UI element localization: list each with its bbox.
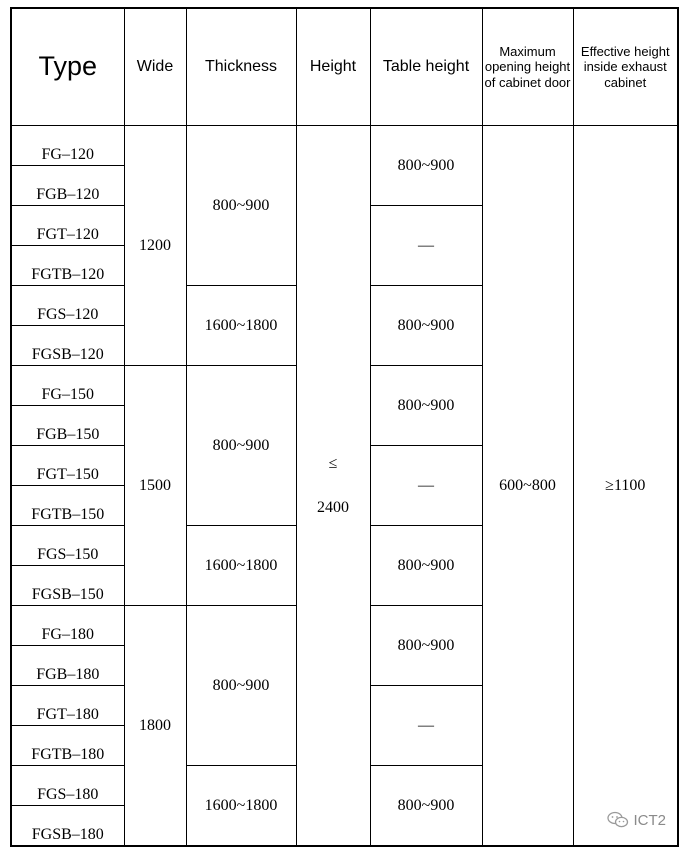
- table-height-cell: 800~900: [370, 606, 482, 686]
- model-type-cell: FGSB–150: [11, 566, 124, 606]
- watermark: [607, 811, 666, 829]
- model-type-cell: FGT–180: [11, 686, 124, 726]
- header-table-height: Table height: [370, 8, 482, 126]
- model-type-cell: FGS–180: [11, 766, 124, 806]
- model-type-cell: FGB–120: [11, 166, 124, 206]
- header-type: Type: [11, 8, 124, 126]
- wide-cell: 1800: [124, 606, 186, 847]
- spec-table: [10, 7, 679, 847]
- model-type-cell: FG–120: [11, 126, 124, 166]
- table-height-cell: 800~900: [370, 766, 482, 847]
- model-type-cell: FGS–120: [11, 286, 124, 326]
- header-max-opening: Maximum opening height of cabinet door: [482, 8, 573, 126]
- header-height: Height: [296, 8, 370, 126]
- thickness-cell: 800~900: [186, 366, 296, 526]
- model-type-cell: FGTB–150: [11, 486, 124, 526]
- model-type-cell: FGS–150: [11, 526, 124, 566]
- model-type-cell: FGTB–180: [11, 726, 124, 766]
- model-type-cell: FGB–180: [11, 646, 124, 686]
- wide-cell: 1200: [124, 126, 186, 366]
- thickness-cell: 1600~1800: [186, 526, 296, 606]
- table-height-cell: 800~900: [370, 126, 482, 206]
- model-type-cell: FGT–120: [11, 206, 124, 246]
- header-thickness: Thickness: [186, 8, 296, 126]
- table-row: [11, 126, 678, 166]
- table-height-cell: 800~900: [370, 526, 482, 606]
- model-type-cell: FGB–150: [11, 406, 124, 446]
- table-height-cell: —: [370, 446, 482, 526]
- max-opening-cell: 600~800: [482, 126, 573, 847]
- model-type-cell: FG–150: [11, 366, 124, 406]
- header-row: [11, 8, 678, 126]
- height-symbol: ≤: [328, 454, 338, 472]
- watermark-text: ICT2: [633, 811, 666, 829]
- table-height-cell: 800~900: [370, 286, 482, 366]
- height-cell: [296, 126, 370, 847]
- table-height-cell: —: [370, 686, 482, 766]
- model-type-cell: FGSB–120: [11, 326, 124, 366]
- header-effective-height: Effective height inside exhaust cabinet: [573, 8, 678, 126]
- table-height-cell: —: [370, 206, 482, 286]
- wide-cell: 1500: [124, 366, 186, 606]
- model-type-cell: FGSB–180: [11, 806, 124, 847]
- wechat-icon: [607, 811, 629, 829]
- height-value: 2400: [317, 498, 349, 516]
- thickness-cell: 1600~1800: [186, 766, 296, 847]
- thickness-cell: 800~900: [186, 126, 296, 286]
- header-wide: Wide: [124, 8, 186, 126]
- model-type-cell: FGT–150: [11, 446, 124, 486]
- thickness-cell: 800~900: [186, 606, 296, 766]
- model-type-cell: FG–180: [11, 606, 124, 646]
- model-type-cell: FGTB–120: [11, 246, 124, 286]
- table-height-cell: 800~900: [370, 366, 482, 446]
- effective-height-cell: ≥1100: [573, 126, 678, 847]
- thickness-cell: 1600~1800: [186, 286, 296, 366]
